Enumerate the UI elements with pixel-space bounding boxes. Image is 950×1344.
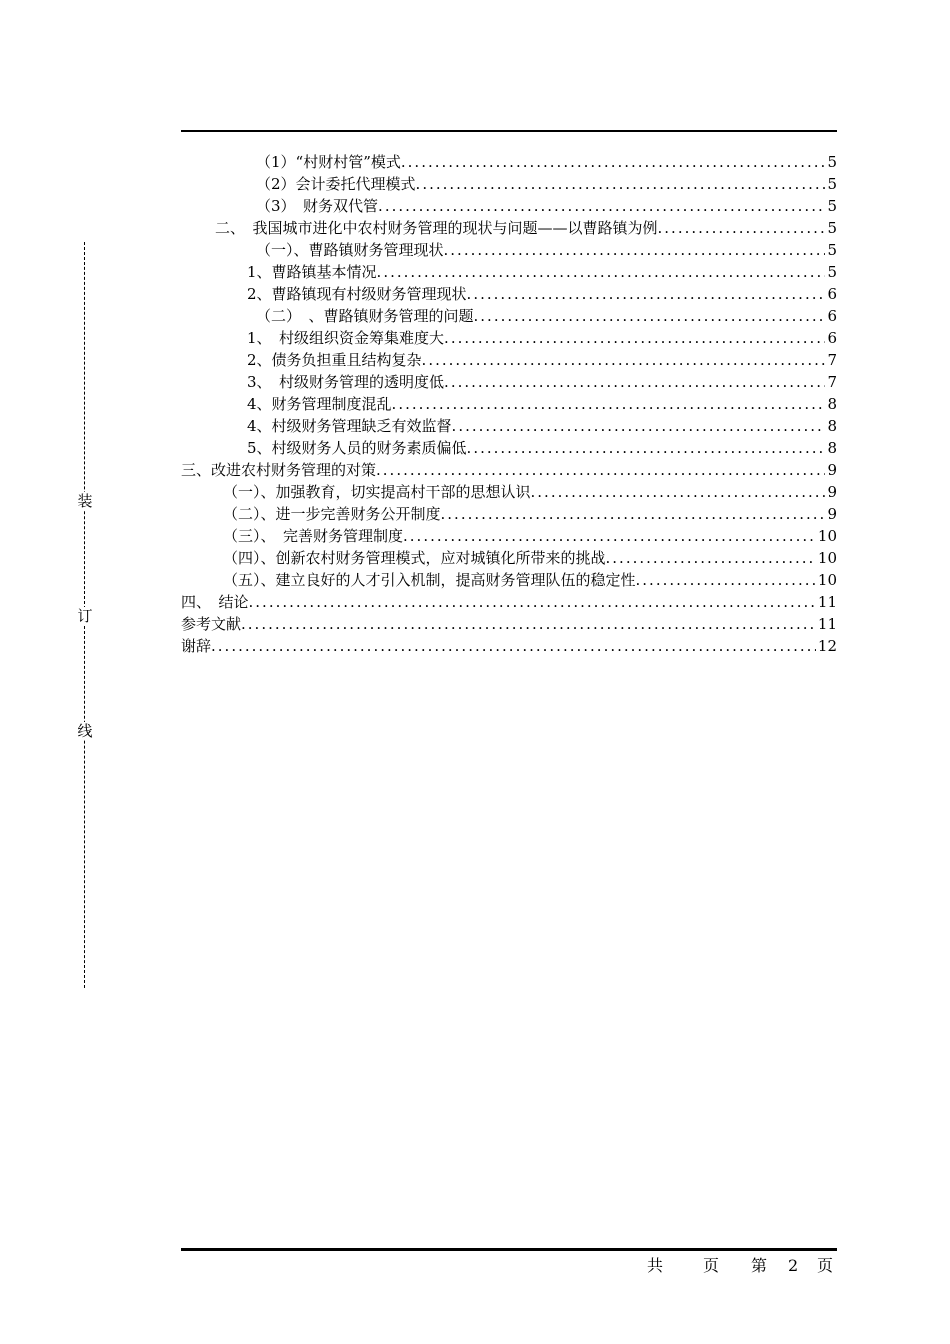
toc-entry-page: 5: [827, 241, 837, 259]
footer-rule: [181, 1248, 837, 1251]
toc-entry-title: 三、改进农村财务管理的对策: [181, 461, 377, 479]
toc-entry-title: 谢辞: [181, 637, 212, 655]
toc-entry[interactable]: [181, 437, 837, 459]
toc-entry[interactable]: [181, 591, 837, 613]
toc-entry-page: 8: [827, 439, 837, 457]
toc-entry-page: 5: [827, 175, 837, 193]
footer-ye: 页: [703, 1256, 720, 1275]
toc-entry-title: （一）、曹路镇财务管理现状: [256, 241, 444, 259]
toc-entry[interactable]: [181, 217, 837, 239]
footer-ye-2: 页: [817, 1256, 834, 1275]
toc-entry-title: 2、曹路镇现有村级财务管理现状: [247, 285, 467, 303]
toc-entry-page: 10: [817, 549, 837, 567]
table-of-contents: [181, 151, 837, 657]
footer-gong: 共: [647, 1256, 664, 1275]
toc-entry[interactable]: [181, 261, 837, 283]
toc-entry[interactable]: [181, 481, 837, 503]
toc-entry-page: 10: [817, 571, 837, 589]
toc-leader-dots: [422, 349, 826, 371]
toc-entry[interactable]: [181, 569, 837, 591]
toc-leader-dots: [467, 437, 826, 459]
toc-leader-dots: [241, 613, 816, 635]
toc-entry-title: （3） 财务双代管: [256, 197, 379, 215]
binding-char-zhuang: 装: [77, 492, 93, 510]
toc-entry-title: 4、村级财务管理缺乏有效监督: [247, 417, 452, 435]
toc-leader-dots: [403, 525, 816, 547]
toc-entry[interactable]: [181, 503, 837, 525]
toc-entry-title: （1）“村财村管”模式: [256, 153, 401, 171]
toc-leader-dots: [467, 283, 826, 305]
binding-char-ding: 订: [77, 607, 93, 625]
toc-leader-dots: [636, 569, 816, 591]
toc-entry-title: （五）、建立良好的人才引入机制，提高财务管理队伍的稳定性: [223, 571, 636, 589]
toc-entry-title: 2、债务负担重且结构复杂: [247, 351, 422, 369]
toc-leader-dots: [452, 415, 826, 437]
toc-leader-dots: [606, 547, 816, 569]
toc-entry[interactable]: [181, 371, 837, 393]
toc-entry[interactable]: [181, 635, 837, 657]
toc-entry-title: 5、村级财务人员的财务素质偏低: [247, 439, 467, 457]
toc-entry-title: （三）、 完善财务管理制度: [223, 527, 404, 545]
binding-char-xian: 线: [77, 722, 93, 740]
toc-entry-title: 参考文献: [181, 615, 242, 633]
toc-entry[interactable]: [181, 173, 837, 195]
toc-entry-page: 9: [827, 461, 837, 479]
toc-entry-page: 11: [817, 593, 837, 611]
toc-leader-dots: [658, 217, 826, 239]
toc-leader-dots: [377, 261, 826, 283]
footer-page-number: 2: [788, 1256, 799, 1275]
toc-leader-dots: [211, 635, 816, 657]
toc-entry-page: 6: [827, 307, 837, 325]
toc-leader-dots: [378, 195, 825, 217]
toc-entry-page: 7: [827, 373, 837, 391]
toc-entry-page: 12: [817, 637, 837, 655]
toc-entry-page: 8: [827, 417, 837, 435]
toc-leader-dots: [531, 481, 826, 503]
toc-entry-page: 9: [827, 505, 837, 523]
toc-entry-page: 5: [827, 197, 837, 215]
toc-leader-dots: [401, 151, 826, 173]
toc-entry-title: 1、曹路镇基本情况: [247, 263, 377, 281]
toc-entry[interactable]: [181, 305, 837, 327]
toc-entry-title: 二、 我国城市进化中农村财务管理的现状与问题——以曹路镇为例: [215, 219, 658, 237]
toc-leader-dots: [474, 305, 826, 327]
toc-leader-dots: [444, 371, 825, 393]
toc-entry-page: 10: [817, 527, 837, 545]
toc-entry-page: 5: [827, 153, 837, 171]
toc-entry-page: 8: [827, 395, 837, 413]
toc-entry-title: （四）、创新农村财务管理模式，应对城镇化所带来的挑战: [223, 549, 606, 567]
toc-leader-dots: [444, 327, 825, 349]
footer-di: 第: [751, 1256, 768, 1275]
toc-entry-title: （二）、进一步完善财务公开制度: [223, 505, 441, 523]
toc-entry[interactable]: [181, 525, 837, 547]
toc-entry-page: 6: [827, 329, 837, 347]
toc-entry-title: 4、财务管理制度混乱: [247, 395, 392, 413]
toc-leader-dots: [376, 459, 825, 481]
toc-entry[interactable]: [181, 459, 837, 481]
toc-entry-page: 5: [827, 263, 837, 281]
header-rule: [181, 130, 837, 132]
toc-entry[interactable]: [181, 151, 837, 173]
toc-entry-title: （2）会计委托代理模式: [256, 175, 416, 193]
toc-entry[interactable]: [181, 349, 837, 371]
toc-entry[interactable]: [181, 613, 837, 635]
toc-leader-dots: [249, 591, 816, 613]
toc-entry[interactable]: [181, 283, 837, 305]
toc-entry-page: 7: [827, 351, 837, 369]
toc-leader-dots: [444, 239, 826, 261]
toc-entry-page: 11: [817, 615, 837, 633]
toc-entry[interactable]: [181, 547, 837, 569]
toc-entry-title: 3、 村级财务管理的透明度低: [247, 373, 445, 391]
toc-leader-dots: [416, 173, 826, 195]
toc-entry[interactable]: [181, 327, 837, 349]
toc-entry-page: 6: [827, 285, 837, 303]
toc-entry[interactable]: [181, 195, 837, 217]
toc-entry[interactable]: [181, 239, 837, 261]
toc-entry-title: （二） 、曹路镇财务管理的问题: [256, 307, 474, 325]
toc-entry-page: 5: [827, 219, 837, 237]
toc-entry-title: 四、 结论: [181, 593, 249, 611]
toc-entry[interactable]: [181, 415, 837, 437]
toc-leader-dots: [392, 393, 826, 415]
toc-entry-title: （一）、加强教育，切实提高村干部的思想认识: [223, 483, 531, 501]
toc-entry-title: 1、 村级组织资金筹集难度大: [247, 329, 445, 347]
toc-entry[interactable]: [181, 393, 837, 415]
toc-entry-page: 9: [827, 483, 837, 501]
toc-leader-dots: [441, 503, 826, 525]
